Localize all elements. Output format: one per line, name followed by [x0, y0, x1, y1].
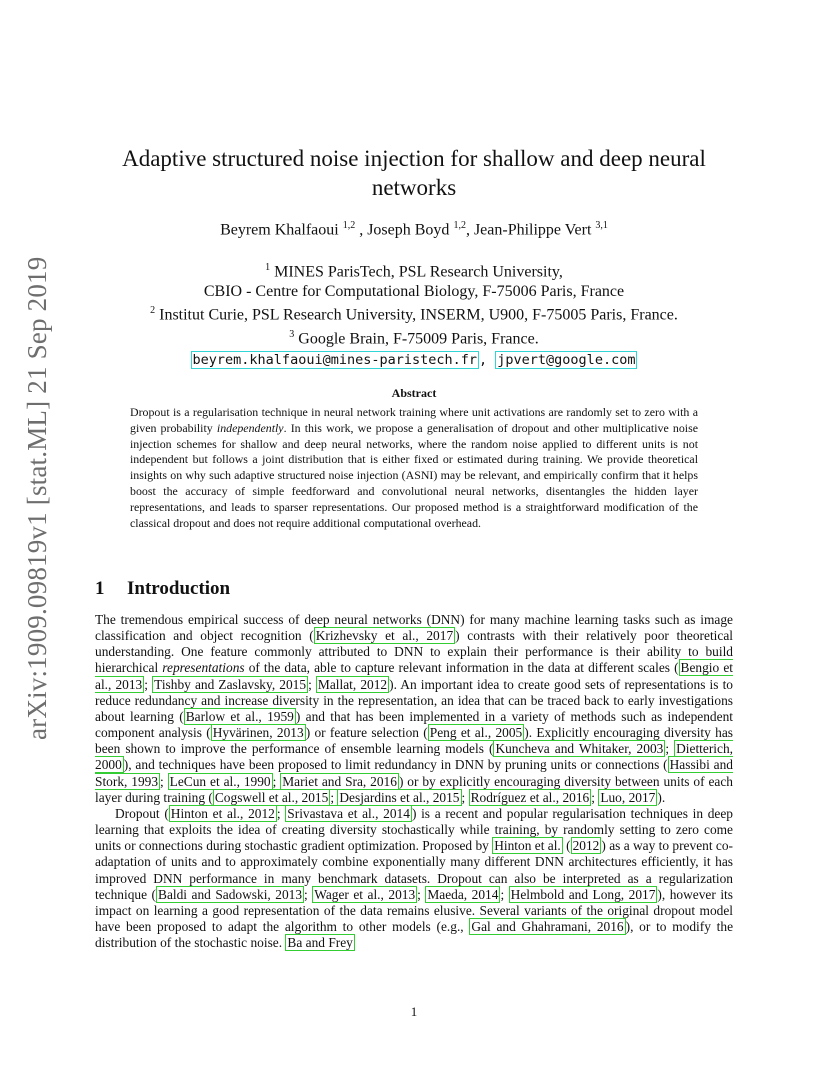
abstract-text: . In this work, we propose a generalisation of dropout and other multiplicative noise injection schemes for shallow and deep neural networks, where the random noise applied to different units is not independent but follows a joint distribution that is either fixed or estimated during training. We provide theoretical insights on why such adaptive structured noise injection (ASNI) may be relevant, and empirically confirm that it helps boost the accuracy of simple feedforward and convolutional neural networks, disentangles the hidden layer representations, and leads to sparser representations. Our proposed method is a straightforward modification of the classical dropout and does not require additional computational overhead.	[130, 420, 699, 530]
affiliation-mark: 2	[150, 305, 156, 317]
author-emails: beyrem.khalfaoui@mines-paristech.fr , jpvert@google.com	[192, 351, 636, 368]
body-text: ), however its impact on learning a good representation of the data remains elusive. Several variants of the original dropout model have been proposed to adapt the algorithm to other models (e.g.,	[95, 886, 733, 934]
citation-link[interactable]: Desjardins et al., 2015	[339, 789, 460, 805]
body-text: Dropout (	[115, 805, 169, 821]
citation-link[interactable]: 2012	[572, 838, 600, 854]
author-affiliation-mark: 1,2	[342, 220, 356, 231]
affiliations	[95, 258, 733, 370]
author-list	[95, 220, 733, 239]
author-separator: ,	[465, 221, 474, 239]
body-text: ) or by explicitly encouraging diversity between units of each layer during training (	[95, 773, 733, 805]
citation-link[interactable]: Tishby and Zaslavsky, 2015	[154, 676, 307, 692]
body-text: ). Explicitly encouraging diversity has been shown to improve the performance of ensemble learning models (	[95, 725, 734, 757]
affiliation-text: Institut Curie, PSL Research University, INSERM, U900, F-75005 Paris, France.	[159, 306, 678, 324]
body-text: ) or feature selection (	[305, 725, 428, 741]
citation-link[interactable]: Baldi and Sadowski, 2013	[158, 886, 303, 902]
body-text: of the data, able to capture relevant information in the data at different scales (	[244, 660, 679, 676]
citation-link[interactable]: Bengio et al., 2013	[95, 660, 733, 692]
citation-link[interactable]: Wager et al., 2013	[314, 886, 416, 902]
email-link[interactable]: jpvert@google.com	[497, 351, 636, 368]
body-text: as a way to prevent co-adaptation of units and to approximately combine exponentially many different DNN architectures efficiently, it has improved DNN performance in many benchmark datasets. Dropout can also be interpreted as a regularization technique (	[95, 838, 734, 902]
abstract-emphasis: independently	[216, 420, 284, 435]
citation-link[interactable]: Krizhevsky et al., 2017	[315, 628, 454, 644]
citation-link[interactable]: Srivastava et al., 2014	[287, 805, 410, 821]
abstract-heading: Abstract	[391, 386, 437, 400]
body-emphasis: representations	[162, 660, 245, 676]
email-link[interactable]: beyrem.khalfaoui@mines-paristech.fr	[192, 351, 478, 368]
affiliation-mark: 1	[265, 262, 271, 273]
arxiv-stamp: arXiv:1909.09819v1 [stat.ML] 21 Sep 2019	[22, 256, 52, 740]
citation-link[interactable]: Hinton et al.	[494, 838, 561, 854]
author-name: Jean-Philippe Vert	[473, 221, 592, 239]
citation-link[interactable]: Luo, 2017	[600, 789, 656, 805]
citation-link[interactable]: Maeda, 2014	[427, 886, 499, 902]
paragraph: Dropout ( Hinton et al., 2012 ; Srivastava et al., 2014 ) is a recent and popular regularisation techniques in deep learning that exploits the idea of creating diversity stochastically while training, by randomly setting to zero come units or connections during stochastic gradient optimization. Proposed by Hinton et al. ( 2012 ) as a way to prevent co-adaptation of units and to approximately combine exponentially many different DNN architectures efficiently, it has improved DNN performance in many benchmark datasets. Dropout can also be interpreted as a regularization technique ( Baldi and Sadowski, 2013 ; Wager et al., 2013 ; Maeda, 2014 ; Helmbold and Long, 2017 ), however its impact on learning a good representation of the data remains elusive. Several variants of the original dropout model have been proposed to adapt the algorithm to other models (e.g., Gal and Ghahramani, 2016 ), or to modify the distribution of the stochastic noise. Ba and Frey	[95, 805, 734, 951]
page-number: 1	[410, 1004, 418, 1019]
section-title-text: Introduction	[127, 578, 231, 599]
introduction-body	[95, 612, 733, 951]
section-number: 1	[95, 578, 105, 599]
affiliation-1	[95, 258, 733, 282]
author-name: Joseph Boyd	[367, 221, 450, 239]
citation-link[interactable]: Hinton et al., 2012	[170, 805, 275, 821]
abstract-text: Dropout is a regularisation technique in neural network training where unit activations are randomly set to zero with a given probability	[130, 405, 698, 435]
body-text: ), and techniques have been proposed to limit redundancy in DNN by pruning units or connections (	[123, 757, 668, 773]
body-text: ). An important idea to create good sets of representations is to reduce redundancy and increase diversity in the representation, an idea that can be traced back to early investigations about learning (	[95, 676, 733, 724]
citation-link[interactable]: Mallat, 2012	[317, 676, 388, 692]
citation-link[interactable]: Gal and Ghahramani, 2016	[471, 918, 624, 934]
affiliation-text: MINES ParisTech, PSL Research University,	[274, 263, 563, 281]
citation-link[interactable]: Cogswell et al., 2015	[214, 789, 329, 805]
abstract-body	[130, 405, 698, 531]
paper-title: Adaptive structured noise injection for shallow and deep neural networks	[122, 146, 706, 200]
body-text: The tremendous empirical success of deep neural networks (DNN) for many machine learning tasks such as image classification and object recognition (	[95, 612, 733, 644]
affiliation-1-line2: CBIO - Centre for Computational Biology, F-75006 Paris, France	[203, 282, 625, 300]
citation-link[interactable]: Dietterich, 2000	[95, 741, 733, 773]
paragraph: The tremendous empirical success of deep neural networks (DNN) for many machine learning tasks such as image classification and object recognition ( Krizhevsky et al., 2017 ) contrasts with their relatively poor theoretical understanding. One feature commonly attributed to DNN to explain their performance is their ability to build hierarchical representations of the data, able to capture relevant information in the data at different scales ( Bengio et al., 2013 ; Tishby and Zaslavsky, 2015 ; Mallat, 2012 ). An important idea to create good sets of representations is to reduce redundancy and increase diversity in the representation, an idea that can be traced back to early investigations about learning ( Barlow et al., 1959 ) and that has been implemented in a variety of methods such as independent component analysis ( Hyvärinen, 2013 ) or feature selection ( Peng et al., 2005 ). Explicitly encouraging diversity has been shown to improve the performance of ensemble learning models ( Kuncheva and Whitaker, 2003 ; Dietterich, 2000 ), and techniques have been proposed to limit redundancy in DNN by pruning units or connections ( Hassibi and Stork, 1993 ; LeCun et al., 1990 ; Mariet and Sra, 2016 ) or by explicitly encouraging diversity between units of each layer during training ( Cogswell et al., 2015 ; Desjardins et al., 2015 ; Rodríguez et al., 2016 ; Luo, 2017 ).	[95, 612, 734, 805]
citation-link[interactable]: Barlow et al., 1959	[185, 708, 294, 724]
affiliation-text: Google Brain, F-75009 Paris, France.	[298, 330, 539, 348]
body-text: ), or to modify the distribution of the stochastic noise.	[95, 918, 734, 951]
citation-link[interactable]: Mariet and Sra, 2016	[282, 773, 397, 789]
citation-link[interactable]: Helmbold and Long, 2017	[510, 886, 656, 902]
author-affiliation-mark: 3,1	[595, 220, 608, 231]
affiliation-mark: 3	[289, 329, 295, 341]
citation-link[interactable]: Rodríguez et al., 2016	[470, 789, 590, 805]
body-text: ) contrasts with their relatively poor theoretical understanding. One feature commonly attributed to DNN to explain their performance is their ability to build hierarchical	[95, 628, 733, 676]
author-name: Beyrem Khalfaoui	[220, 221, 339, 239]
author-affiliation-mark: 1,2	[453, 220, 466, 231]
citation-link[interactable]: Hassibi and Stork, 1993	[95, 757, 733, 789]
section-heading	[95, 578, 230, 600]
author-separator: ,	[355, 221, 368, 239]
citation-link[interactable]: Kuncheva and Whitaker, 2003	[495, 741, 664, 757]
citation-link[interactable]: Hyvärinen, 2013	[212, 725, 304, 741]
citation-link[interactable]: Peng et al., 2005	[429, 725, 523, 741]
body-text: ) is a recent and popular regularisation techniques in deep learning that exploits the idea of creating diversity stochastically while training, by randomly setting to zero come units or connections during stochastic gradient optimization. Proposed by	[95, 805, 733, 854]
affiliation-3	[95, 325, 733, 349]
body-text: ).	[657, 789, 666, 805]
affiliation-2	[95, 301, 733, 325]
citation-link[interactable]: LeCun et al., 1990	[169, 773, 271, 789]
body-text: ) and that has been implemented in a variety of methods such as independent component analysis (	[95, 708, 733, 741]
citation-link[interactable]: Ba and Frey	[287, 935, 353, 951]
